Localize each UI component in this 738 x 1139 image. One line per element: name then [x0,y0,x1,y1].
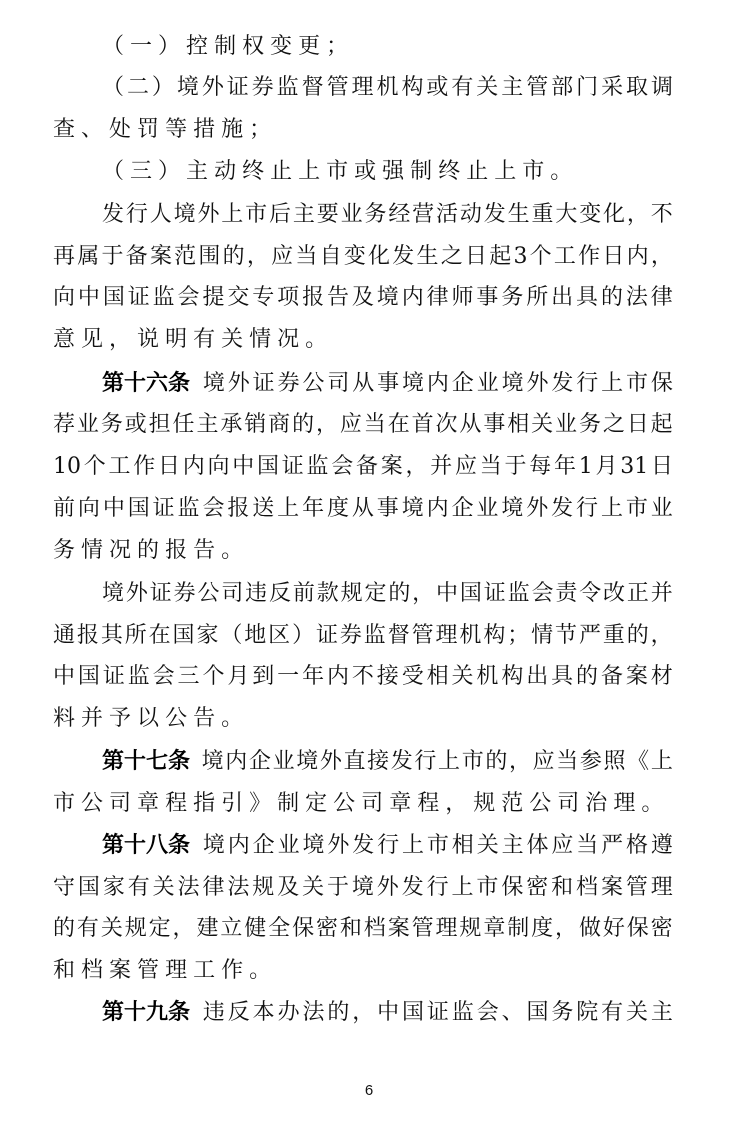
page-number: 6 [364,1082,374,1099]
paragraph-line: 中 国 证 监 会 三 个 月 到 一 年 内 不 接 受 相 关 机 构 出 具 的 备 案 材 [53,664,673,689]
paragraph-line: 通 报 其 所 在 国 家 （ 地 区 ） 证 券 监 督 管 理 机 构 ； 情 节 严 重 的 ， [53,623,673,648]
paragraph-line: 意 见 ， 说 明 有 关 情 况 。 [53,327,334,352]
article-heading: 第十六条 [102,371,191,396]
paragraph-line: 10 个 工 作 日 内 向 中 国 证 监 会 备 案 ， 并 应 当 于 每 年 1 月 31 日 [53,454,673,479]
article-paragraph-line: 第十七条 境 内 企 业 境 外 直 接 发 行 上 市 的 ， 应 当 参 照 《 上 [102,747,673,777]
paragraph-line: 料 并 予 以 公 告 。 [53,706,250,731]
paragraph-line: 境 外 证 券 公 司 违 反 前 款 规 定 的 ， 中 国 证 监 会 责 令 改 正 并 [102,581,673,606]
article-heading: 第十七条 [102,749,191,774]
paragraph-line: 荐 业 务 或 担 任 主 承 销 商 的 ， 应 当 在 首 次 从 事 相 关 业 务 之 日 起 [53,412,673,437]
paragraph-line: 市 公 司 章 程 指 引 》 制 定 公 司 章 程 ， 规 范 公 司 治 理 。 [53,791,670,816]
article-heading: 第十九条 [102,1000,191,1025]
article-paragraph-line: 第十六条 境 外 证 券 公 司 从 事 境 内 企 业 境 外 发 行 上 市 保 [102,369,673,399]
paragraph-line: 守 国 家 有 关 法 律 法 规 及 关 于 境 外 发 行 上 市 保 密 和 档 案 管 理 [53,875,673,900]
paragraph-line: （ 一 ） 控 制 权 变 更 ； [102,34,355,59]
paragraph-line: 再 属 于 备 案 范 围 的 ， 应 当 自 变 化 发 生 之 日 起 3 个 工 作 日 内 ， [53,244,673,269]
article-paragraph-line: 第十八条 境 内 企 业 境 外 发 行 上 市 相 关 主 体 应 当 严 格 遵 [102,831,673,861]
paragraph-line: 前 向 中 国 证 监 会 报 送 上 年 度 从 事 境 内 企 业 境 外 发 行 上 市 业 [53,496,673,521]
article-paragraph-line: 第十九条 违 反 本 办 法 的 ， 中 国 证 监 会 、 国 务 院 有 关 主 [102,998,673,1028]
paragraph-line: 务 情 况 的 报 告 。 [53,538,250,563]
paragraph-line: （ 二 ） 境 外 证 券 监 督 管 理 机 构 或 有 关 主 管 部 门 采 取 调 [102,75,673,100]
paragraph-line: 和 档 案 管 理 工 作 。 [53,958,278,983]
paragraph-line: 发 行 人 境 外 上 市 后 主 要 业 务 经 营 活 动 发 生 重 大 变 化 ， 不 [102,202,673,227]
paragraph-line: 的 有 关 规 定 ， 建 立 健 全 保 密 和 档 案 管 理 规 章 制 度 ， 做 好 保 密 [53,916,673,941]
paragraph-line: （ 三 ） 主 动 终 止 上 市 或 强 制 终 止 上 市 。 [102,159,579,184]
paragraph-line: 查 、 处 罚 等 措 施 ； [53,117,278,142]
paragraph-line: 向 中 国 证 监 会 提 交 专 项 报 告 及 境 内 律 师 事 务 所 出 具 的 法 律 [53,285,673,310]
article-heading: 第十八条 [102,833,191,858]
